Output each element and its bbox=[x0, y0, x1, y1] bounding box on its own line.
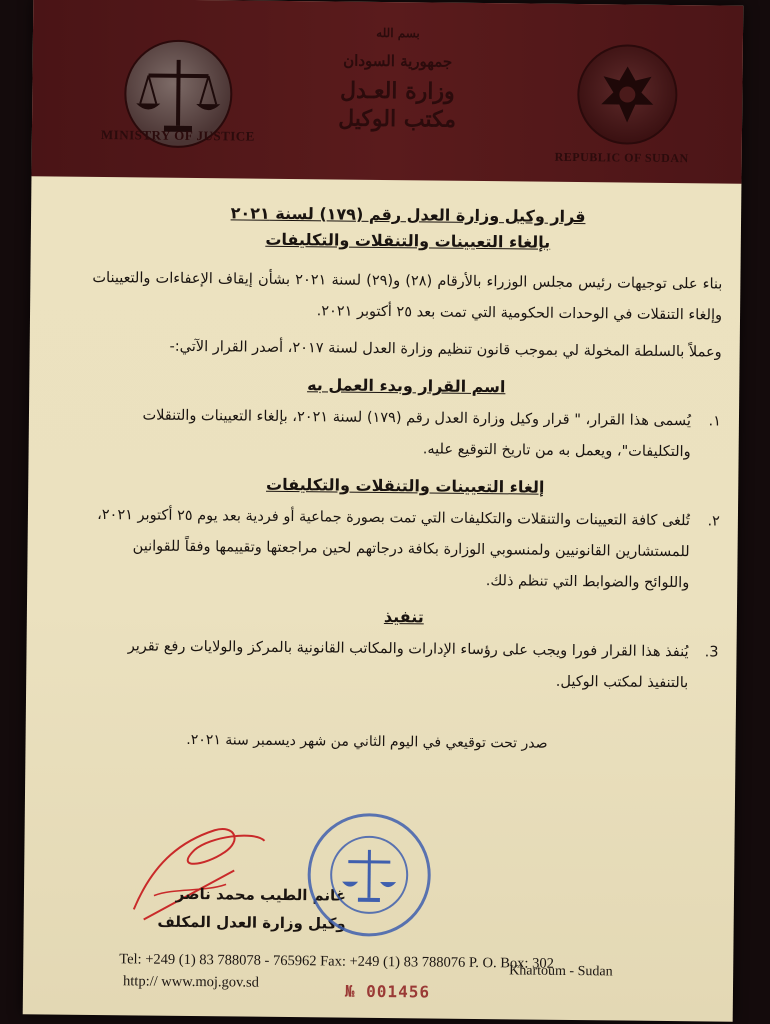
clause-number: ١. bbox=[708, 413, 722, 430]
clause-text: تُلغى كافة التعيينات والتنقلات والتكليفات التي تمت بصورة جماعية أو فردية بعد يوم ٢٥ أكتوبر ٢٠٢١، للمستشارين القانونيين ولمنسوبي الوزارة بكافة درجاتهم لحين مراجعتها وتقييمها وفقاً للقوانين واللوائح والضوابط التي تنظم ذلك. bbox=[97, 507, 690, 592]
section-heading-2: إلغاء التعيينات والتنقلات والتكليفات bbox=[265, 474, 545, 497]
clause-text: يُنفذ هذا القرار فورا ويجب على رؤساء الإدارات والمكاتب القانونية بالمركز والولايات رفع تقرير بالتنفيذ لمكتب الوكيل. bbox=[127, 638, 689, 692]
ministry-english-label: MINISTRY OF JUSTICE bbox=[100, 127, 255, 144]
section-heading-1: اسم القرار وبدء العمل به bbox=[307, 375, 506, 397]
preamble-paragraph: بناء على توجيهات رئيس مجلس الوزراء بالأرقام (٢٨) و(٢٩) لسنة ٢٠٢١ بشأن إيقاف الإعفاءات والتعيينات وإلغاء التنقلات في الوحدات الحكومية التي تمت بعد ٢٥ أكتوبر ٢٠٢١. bbox=[92, 269, 723, 324]
decision-title: قرار وكيل وزارة العدل رقم (١٧٩) لسنة ٢٠٢١ bbox=[230, 203, 586, 227]
clause-2 bbox=[89, 500, 720, 600]
ministry-arabic: وزارة العـدل bbox=[339, 77, 455, 105]
decision-subtitle: بإلغاء التعيينات والتنقلات والتكليفات bbox=[265, 229, 551, 252]
signatory-name: غانم الطيب محمد ناصر bbox=[175, 884, 347, 905]
office-arabic: مكتب الوكيل bbox=[338, 105, 457, 133]
clause-number: 3. bbox=[704, 644, 719, 661]
clause-1 bbox=[90, 400, 721, 469]
letterhead-footer bbox=[23, 928, 734, 1021]
serial-number: № 001456 bbox=[344, 981, 431, 1002]
issued-date-line: صدر تحت توقيعي في اليوم الثاني من شهر ديسمبر سنة ٢٠٢١. bbox=[186, 731, 548, 752]
republic-arabic: جمهورية السودان bbox=[343, 51, 453, 71]
authority-paragraph: وعملاً بالسلطة المخولة لي بموجب قانون تنظيم وزارة العدل لسنة ٢٠١٧، أصدر القرار الآتي:- bbox=[169, 338, 722, 361]
clause-text: يُسمى هذا القرار، " قرار وكيل وزارة العدل رقم (١٧٩) لسنة ٢٠٢١، بإلغاء التعيينات والتنقلات والتكليفات"، ويعمل به من تاريخ التوقيع عليه. bbox=[142, 407, 692, 461]
signatory-role: وكيل وزارة العدل المكلف bbox=[157, 912, 346, 933]
basmala: بسم الله bbox=[376, 25, 420, 41]
republic-english-label: REPUBLIC OF SUDAN bbox=[554, 149, 689, 166]
website-link[interactable]: http:// www.moj.gov.sd bbox=[122, 973, 260, 991]
address-city: Khartoum - Sudan bbox=[509, 963, 613, 980]
official-stamp-icon bbox=[304, 809, 435, 940]
clause-number: ٢. bbox=[707, 513, 720, 530]
document-page bbox=[23, 0, 744, 1022]
document-body bbox=[87, 199, 723, 758]
sudan-eagle-emblem-icon bbox=[577, 44, 678, 145]
clause-3 bbox=[88, 631, 719, 700]
contact-phones: Tel: +249 (1) 83 788078 - 765962 Fax: +249 (1) 83 788076 P. O. Box: 302 bbox=[119, 951, 554, 972]
section-heading-3: تنفيذ bbox=[383, 607, 424, 627]
letterhead bbox=[31, 0, 743, 184]
